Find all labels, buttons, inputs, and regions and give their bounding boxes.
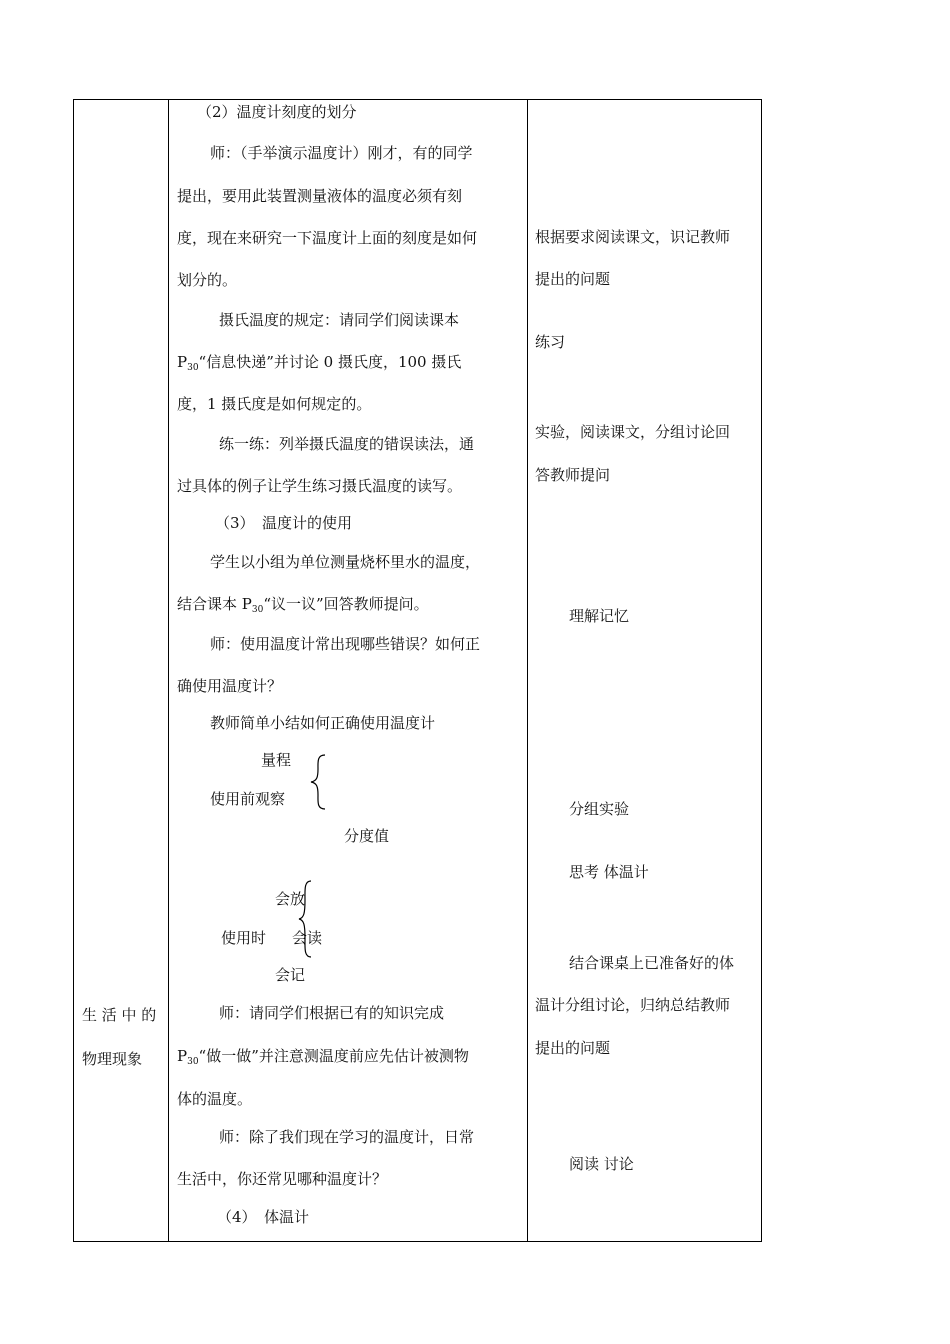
paragraph-1-line-3: 度，现在来研究一下温度计上面的刻度是如何 bbox=[177, 229, 478, 247]
paragraph-5-line-2: 确使用温度计？ bbox=[177, 677, 283, 695]
right-item-4: 理解记忆 bbox=[569, 607, 630, 625]
paragraph-1-line-2: 提出，要用此装置测量液体的温度必须有刻 bbox=[177, 187, 463, 205]
paragraph-7-line-3: 体的温度。 bbox=[177, 1090, 253, 1108]
paragraph-2-line-1: 摄氏温度的规定：请同学们阅读课本 bbox=[219, 311, 460, 329]
read-label: 会读 bbox=[292, 929, 323, 947]
right-item-6: 思考 体温计 bbox=[569, 863, 649, 881]
right-item-7-line-2: 温计分组讨论，归纳总结教师 bbox=[535, 996, 731, 1014]
paragraph-3-line-1: 练一练：列举摄氏温度的错误读法，通 bbox=[219, 435, 475, 453]
paragraph-4-line-1: 学生以小组为单位测量烧杯里水的温度， bbox=[210, 553, 481, 571]
before-use-label: 使用前观察 bbox=[210, 790, 286, 808]
right-item-3-line-1: 实验，阅读课文，分组讨论回 bbox=[535, 423, 731, 441]
paragraph-2-line-3: 度，1 摄氏度是如何规定的。 bbox=[177, 395, 372, 413]
right-item-2: 练习 bbox=[535, 333, 566, 351]
brace-icon bbox=[298, 880, 314, 958]
paragraph-3-line-2: 过具体的例子让学生练习摄氏温度的读写。 bbox=[177, 477, 463, 495]
paragraph-2-line-2: $P_{30}“$信息快递”并讨论 0 摄氏度，100 摄氏 bbox=[177, 353, 462, 373]
paragraph-5-line-1: 师：使用温度计常出现哪些错误？如何正 bbox=[210, 635, 481, 653]
paragraph-4-line-2: 结合课本 $P_{30}“$议一议”回答教师提问。 bbox=[177, 595, 429, 615]
paragraph-8-line-1: 师：除了我们现在学习的温度计，日常 bbox=[219, 1128, 475, 1146]
paragraph-8-line-2: 生活中，你还常见哪种温度计？ bbox=[177, 1170, 388, 1188]
division-label: 分度值 bbox=[344, 827, 390, 845]
section-3-heading: （3） 温度计的使用 bbox=[215, 514, 353, 532]
during-use-label: 使用时 bbox=[221, 929, 267, 947]
paragraph-1-line-1: 师：（手举演示温度计）刚才，有的同学 bbox=[210, 144, 473, 162]
paragraph-1-line-4: 划分的。 bbox=[177, 271, 238, 289]
section-2-heading: （2）温度计刻度的划分 bbox=[197, 103, 357, 121]
column-divider-1 bbox=[168, 100, 169, 1241]
left-col-line-2: 物理现象 bbox=[82, 1050, 143, 1068]
right-item-1-line-1: 根据要求阅读课文，识记教师 bbox=[535, 228, 731, 246]
right-item-8: 阅读 讨论 bbox=[569, 1155, 634, 1173]
column-divider-2 bbox=[527, 100, 528, 1241]
put-label: 会放 bbox=[275, 890, 306, 908]
right-item-1-line-2: 提出的问题 bbox=[535, 270, 611, 288]
right-item-7-line-1: 结合课桌上已准备好的体 bbox=[569, 954, 735, 972]
brace-icon bbox=[309, 754, 329, 810]
right-item-3-line-2: 答教师提问 bbox=[535, 466, 611, 484]
paragraph-7-line-2: $P_{30}“$做一做”并注意测温度前应先估计被测物 bbox=[177, 1047, 469, 1067]
record-label: 会记 bbox=[275, 966, 306, 984]
paragraph-6: 教师简单小结如何正确使用温度计 bbox=[210, 714, 436, 732]
paragraph-7-line-1: 师：请同学们根据已有的知识完成 bbox=[219, 1004, 445, 1022]
range-label: 量程 bbox=[261, 751, 292, 769]
right-item-7-line-3: 提出的问题 bbox=[535, 1039, 611, 1057]
section-4-heading: （4） 体温计 bbox=[217, 1208, 310, 1226]
right-item-5: 分组实验 bbox=[569, 800, 630, 818]
left-col-line-1: 生 活 中 的 bbox=[82, 1006, 157, 1024]
